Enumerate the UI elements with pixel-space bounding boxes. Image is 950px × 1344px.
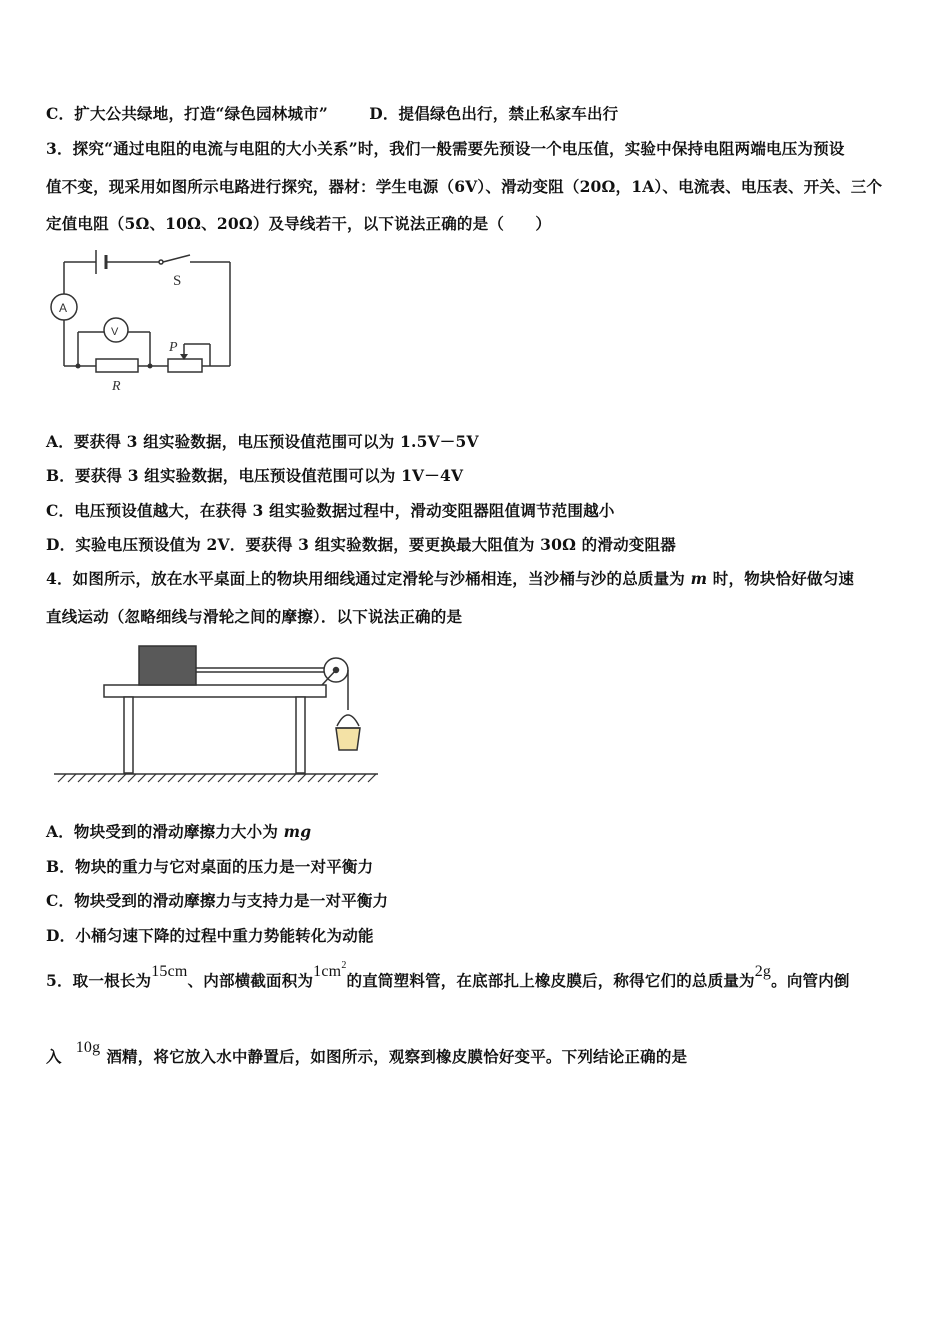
slider-label: P — [169, 340, 178, 355]
q4-option-c: C．物块受到的滑动摩擦力与支持力是一对平衡力 — [46, 891, 389, 910]
q3-option-d: D．实验电压预设值为 2V．要获得 3 组实验数据，要更换最大阻值为 30Ω 的滑动变阻器 — [46, 535, 676, 554]
q5-text-6: 酒精，将它放入水中静置后，如图所示，观察到橡皮膜恰好变平。下列结论正确的是 — [106, 1047, 688, 1066]
q4-option-b: B．物块的重力与它对桌面的压力是一对平衡力 — [46, 857, 374, 876]
q5-stem-line1 — [46, 960, 850, 991]
q4-option-a — [46, 820, 311, 842]
q4-option-d: D．小桶匀速下降的过程中重力势能转化为动能 — [46, 926, 374, 945]
table-leg-right — [296, 697, 305, 773]
q2-option-d-text: 提倡绿色出行，禁止私家车出行 — [398, 104, 619, 123]
q5-length-value: 15cm — [151, 963, 188, 980]
q4-option-a-mg: mg — [283, 822, 312, 841]
switch-label: S — [173, 273, 182, 289]
q5-stem-line2 — [46, 1039, 688, 1067]
bucket-handle — [337, 715, 359, 726]
ground-hatching — [58, 774, 376, 782]
q5-area-exponent: 2 — [341, 960, 347, 971]
sand-bucket — [336, 728, 360, 750]
q3-stem-line1: 3．探究“通过电阻的电流与电阻的大小关系”时，我们一般需要先预设一个电压值，实验中保持电阻两端电压为预设 — [46, 139, 845, 158]
q5-alcohol-value: 10g — [75, 1039, 101, 1056]
ammeter-label: A — [59, 301, 68, 315]
q5-area-value — [313, 960, 347, 980]
rheostat — [168, 359, 202, 372]
q4-stem-part1: 4．如图所示，放在水平桌面上的物块用细线通过定滑轮与沙桶相连，当沙桶与沙的总质量为 — [46, 569, 691, 588]
q5-mass-value: 2g — [754, 963, 772, 980]
q4-option-a-text: A．物块受到的滑动摩擦力大小为 — [46, 822, 284, 841]
q3-option-b: B．要获得 3 组实验数据，电压预设值范围可以为 1V－4V — [46, 466, 464, 485]
q5-text-2: 、内部横截面积为 — [187, 971, 314, 990]
resistor-label: R — [112, 379, 121, 394]
q2-option-c-label: C． — [46, 104, 75, 123]
voltmeter-label: V — [111, 326, 119, 338]
q3-option-a: A．要获得 3 组实验数据，电压预设值范围可以为 1.5V－5V — [46, 432, 479, 451]
q3-stem-line2: 值不变，现采用如图所示电路进行探究，器材：学生电源（6V）、滑动变阻（20Ω，1A）、电流表、电压表、开关、三个 — [46, 177, 883, 196]
pulley-diagram — [54, 640, 384, 785]
q2-option-d-label: D． — [369, 104, 399, 123]
q3-stem-line3: 定值电阻（5Ω、10Ω、20Ω）及导线若干，以下说法正确的是（ ） — [46, 214, 552, 233]
q2-option-c-text: 扩大公共绿地，打造“绿色园林城市” — [74, 104, 328, 123]
circuit-diagram — [44, 244, 244, 394]
q4-stem-line2: 直线运动（忽略细线与滑轮之间的摩擦）．以下说法正确的是 — [46, 607, 463, 626]
q5-text-1: 5．取一根长为 — [46, 971, 152, 990]
q4-mass-symbol: m — [690, 569, 708, 588]
table-leg-left — [124, 697, 133, 773]
q2-options-row — [46, 102, 618, 124]
q4-stem-part2: 时，物块恰好做匀速 — [707, 569, 855, 588]
table-top — [104, 685, 326, 697]
resistor-r — [96, 359, 138, 372]
block — [139, 646, 196, 685]
q5-text-5: 入 — [46, 1047, 62, 1066]
q3-option-c: C．电压预设值越大，在获得 3 组实验数据过程中，滑动变阻器阻值调节范围越小 — [46, 501, 615, 520]
switch-blade — [163, 255, 190, 262]
q5-area-number: 1cm — [313, 963, 342, 980]
q4-stem-line1 — [46, 567, 854, 589]
q5-text-3: 的直筒塑料管，在底部扎上橡皮膜后，称得它们的总质量为 — [346, 971, 755, 990]
q5-text-4: 。向管内倒 — [771, 971, 850, 990]
